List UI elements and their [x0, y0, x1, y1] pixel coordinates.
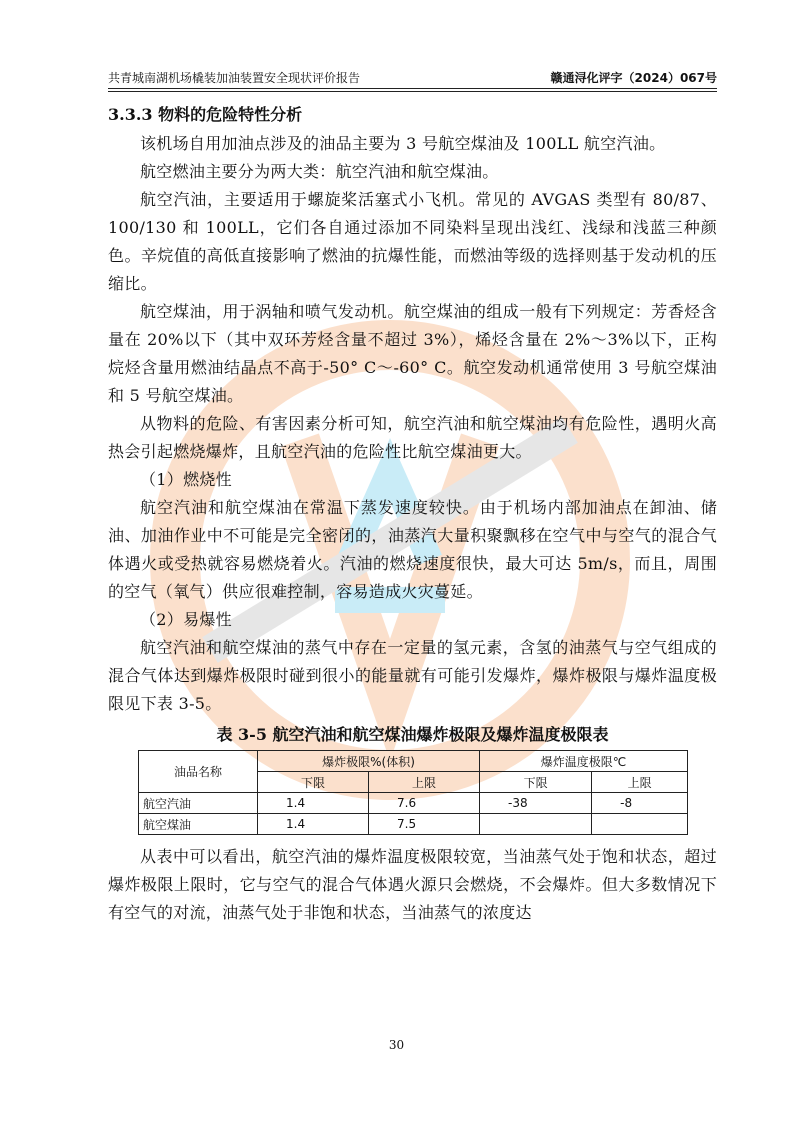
paragraph-3: 航空汽油，主要适用于螺旋桨活塞式小飞机。常见的 AVGAS 类型有 80/87、100/130 和 100LL，它们各自通过添加不同染料呈现出浅红、浅绿和浅蓝三种颜色。辛烷值的高低直接影响了燃油的抗爆性能，而燃油等级的选择则基于发动机的压缩比。 — [108, 190, 717, 293]
paragraph-after-table: 从表中可以看出，航空汽油的爆炸温度极限较宽，当油蒸气处于饱和状态，超过爆炸极限上限时，它与空气的混合气体遇火源只会燃烧，不会爆炸。但大多数情况下有空气的对流，油蒸气处于非饱和状态，当油蒸气的浓度达 — [108, 847, 717, 922]
cell-el-lower: 1.4 — [258, 814, 369, 835]
table-row — [139, 814, 688, 835]
subsection-2-title: （2）易爆性 — [140, 610, 232, 629]
cell-oil-name: 航空汽油 — [139, 793, 258, 814]
header-rule-thin — [108, 91, 717, 92]
cell-oil-name: 航空煤油 — [139, 814, 258, 835]
subsection-1-title: （1）燃烧性 — [140, 470, 232, 489]
cell-t-upper: -8 — [592, 793, 688, 814]
subsection-1-text: 航空汽油和航空煤油在常温下蒸发速度较快。由于机场内部加油点在卸油、储油、加油作业中不可能是完全密闭的，油蒸汽大量积聚飘移在空气中与空气的混合气体遇火或受热就容易燃烧着火。汽油的燃烧速度很快，最大可达 5m/s，而且，周围的空气（氧气）供应很难控制，容易造成火灾蔓延。 — [108, 498, 717, 601]
paragraph-4: 航空煤油，用于涡轴和喷气发动机。航空煤油的组成一般有下列规定：芳香烃含量在 20%以下（其中双环芳烃含量不超过 3%），烯烃含量在 2%～3%以下，正构烷烃含量用燃油结晶点不高于-50° C～-60° C。航空发动机通常使用 3 号航空煤油和 5 号航空煤油。 — [108, 302, 717, 405]
cell-el-lower: 1.4 — [258, 793, 369, 814]
col-header-t-lower: 下限 — [480, 772, 592, 793]
header-report-number: 赣通浔化评字（2024）067号 — [550, 71, 717, 85]
section-title: 3.3.3 物料的危险特性分析 — [108, 105, 303, 124]
col-header-explosion-limit: 爆炸极限%(体积) — [258, 751, 480, 772]
document-body — [108, 100, 717, 927]
col-header-oil-name: 油品名称 — [139, 751, 258, 793]
col-header-explosion-temp-limit: 爆炸温度极限℃ — [480, 751, 688, 772]
col-header-t-upper: 上限 — [592, 772, 688, 793]
col-header-el-upper: 上限 — [369, 772, 480, 793]
page-number: 30 — [388, 1038, 405, 1052]
paragraph-2: 航空燃油主要分为两大类：航空汽油和航空煤油。 — [140, 162, 499, 181]
cell-el-upper: 7.6 — [369, 793, 480, 814]
cell-el-upper: 7.5 — [369, 814, 480, 835]
table-header-row — [139, 751, 688, 772]
col-header-el-lower: 下限 — [258, 772, 369, 793]
paragraph-1: 该机场自用加油点涉及的油品主要为 3 号航空煤油及 100LL 航空汽油。 — [140, 134, 666, 153]
header-report-title: 共青城南湖机场橇装加油装置安全现状评价报告 — [108, 71, 361, 85]
cell-t-upper — [592, 814, 688, 835]
cell-t-lower — [480, 814, 592, 835]
subsection-2-text: 航空汽油和航空煤油的蒸气中存在一定量的氢元素，含氢的油蒸气与空气组成的混合气体达到爆炸极限时碰到很小的能量就有可能引发爆炸，爆炸极限与爆炸温度极限见下表 3-5。 — [108, 638, 717, 713]
cell-t-lower: -38 — [480, 793, 592, 814]
explosion-limit-table — [138, 750, 688, 835]
page-header — [108, 66, 717, 86]
header-rule — [108, 88, 717, 89]
paragraph-5: 从物料的危险、有害因素分析可知，航空汽油和航空煤油均有危险性，遇明火高热会引起燃烧爆炸，且航空汽油的危险性比航空煤油更大。 — [108, 414, 717, 461]
table-title: 表 3-5 航空汽油和航空煤油爆炸极限及爆炸温度极限表 — [216, 725, 609, 744]
table-row — [139, 793, 688, 814]
